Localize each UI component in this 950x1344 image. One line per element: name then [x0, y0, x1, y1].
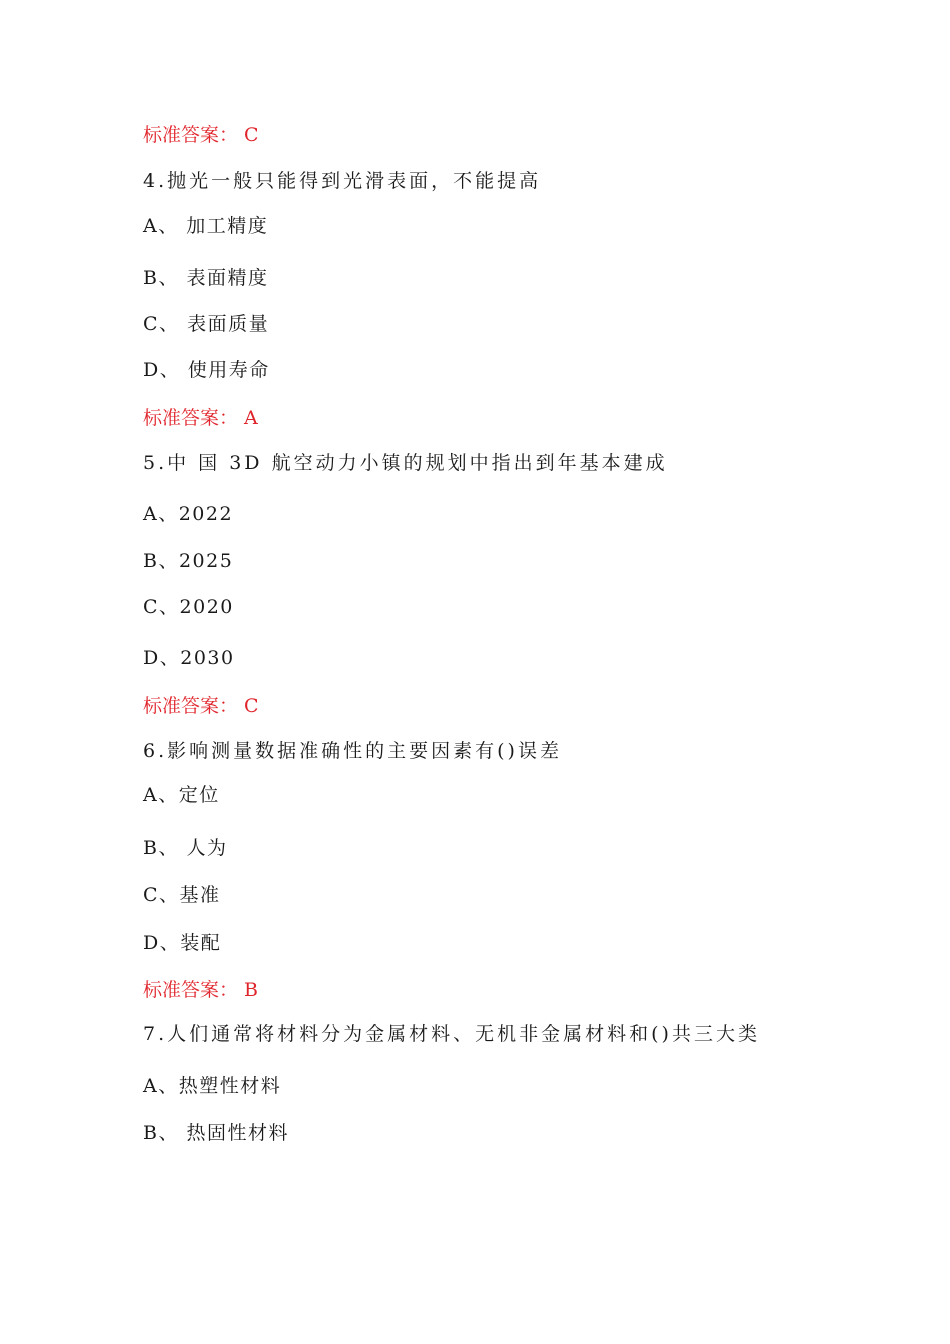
q6-answer: 标准答案： B — [143, 979, 259, 1001]
q7-option-a: A、热塑性材料 — [143, 1075, 282, 1097]
q6-option-c: C、基准 — [143, 884, 221, 906]
q6-option-a: A、定位 — [143, 784, 220, 806]
q4-option-d: D、 使用寿命 — [143, 359, 270, 381]
q7-option-b: B、 热固性材料 — [143, 1122, 290, 1144]
q4-option-c: C、 表面质量 — [143, 313, 270, 335]
question-4-stem: 4.抛光一般只能得到光滑表面，不能提高 — [143, 170, 542, 192]
answer-prev: 标准答案： C — [143, 124, 259, 146]
q5-option-d: D、2030 — [143, 647, 235, 669]
q5-option-a: A、2022 — [143, 503, 234, 525]
q5-answer: 标准答案： C — [143, 695, 259, 717]
q4-option-b: B、 表面精度 — [143, 267, 269, 289]
q6-option-b: B、 人为 — [143, 837, 228, 859]
question-6-stem: 6.影响测量数据准确性的主要因素有()误差 — [143, 740, 562, 762]
q6-option-d: D、装配 — [143, 932, 222, 954]
question-7-stem: 7.人们通常将材料分为金属材料、无机非金属材料和()共三大类 — [143, 1023, 760, 1045]
q5-option-c: C、2020 — [143, 596, 234, 618]
question-5-stem: 5.中 国 3D 航空动力小镇的规划中指出到年基本建成 — [143, 452, 668, 474]
q5-option-b: B、2025 — [143, 550, 234, 572]
q4-answer: 标准答案： A — [143, 407, 258, 429]
q4-option-a: A、 加工精度 — [143, 215, 269, 237]
